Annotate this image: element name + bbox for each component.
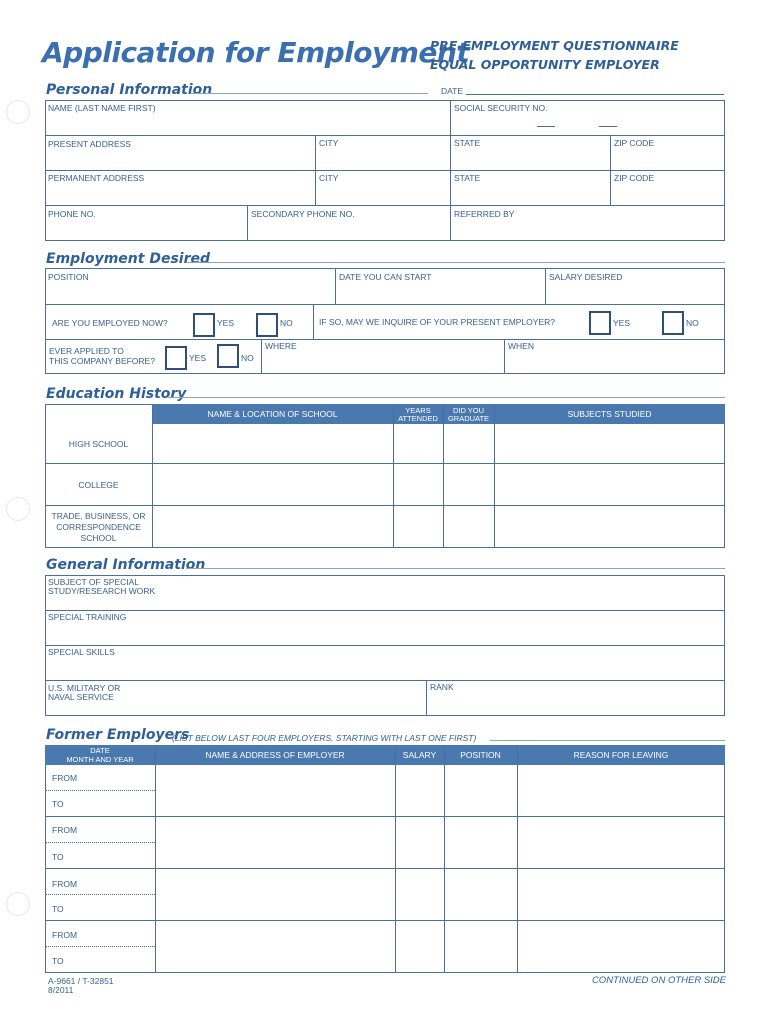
secondary-phone-field[interactable]: SECONDARY PHONE NO. <box>251 209 355 219</box>
permanent-state-field[interactable]: STATE <box>454 173 481 183</box>
section-employment-title: Employment Desired <box>46 251 211 267</box>
present-address-field[interactable]: PRESENT ADDRESS <box>48 139 131 149</box>
where-field[interactable]: WHERE <box>265 341 297 351</box>
position-field[interactable]: POSITION <box>48 272 89 282</box>
education-row-trade-2: CORRESPONDENCE <box>56 522 141 532</box>
employer4-to[interactable]: TO <box>52 956 64 966</box>
referred-by-field[interactable]: REFERRED BY <box>454 209 515 219</box>
binder-hole-top <box>6 100 30 124</box>
binder-hole-middle <box>6 497 30 521</box>
education-row-trade-3: SCHOOL <box>80 533 117 543</box>
employer4-from[interactable]: FROM <box>52 930 78 940</box>
employer2-to[interactable]: TO <box>52 852 64 862</box>
section-education-title: Education History <box>46 386 187 402</box>
former-instruction: (LIST BELOW LAST FOUR EMPLOYERS, STARTING WITH LAST ONE FIRST) <box>172 733 477 743</box>
form-title: Application for Employment <box>42 36 470 69</box>
when-field[interactable]: WHEN <box>508 341 534 351</box>
form-number: A-9661 / T-32851 <box>48 976 114 986</box>
permanent-address-field[interactable]: PERMANENT ADDRESS <box>48 173 145 183</box>
military-label-1[interactable]: U.S. MILITARY OR <box>48 683 121 693</box>
inquire-label: IF SO, MAY WE INQUIRE OF YOUR PRESENT EMPLOYER? <box>319 317 555 327</box>
education-row-high-school: HIGH SCHOOL <box>68 439 129 449</box>
form-subtitle-2: EQUAL OPPORTUNITY EMPLOYER <box>430 57 660 72</box>
education-col-years-2: ATTENDED <box>398 414 438 423</box>
present-state-field[interactable]: STATE <box>454 138 481 148</box>
employer2-from[interactable]: FROM <box>52 825 78 835</box>
date-field[interactable] <box>466 94 724 95</box>
start-date-field[interactable]: DATE YOU CAN START <box>339 272 432 282</box>
special-study-label-2[interactable]: STUDY/RESEARCH WORK <box>48 586 156 596</box>
section-former-title: Former Employers <box>46 727 190 743</box>
applied-no-checkbox[interactable] <box>217 344 239 368</box>
former-col-date-1: DATE <box>90 746 110 755</box>
former-col-salary: SALARY <box>402 750 437 760</box>
education-col-grad-1: DID YOU <box>452 406 485 415</box>
employer1-from[interactable]: FROM <box>52 773 78 783</box>
employed-yes-checkbox[interactable] <box>193 313 215 337</box>
employed-now-label: ARE YOU EMPLOYED NOW? <box>52 318 168 328</box>
form-subtitle-1: PRE-EMPLOYMENT QUESTIONNAIRE <box>430 38 679 53</box>
employed-no-label: NO <box>280 318 293 328</box>
section-personal-rule <box>190 93 428 94</box>
applied-yes-checkbox[interactable] <box>165 346 187 370</box>
section-employment-rule <box>186 262 725 263</box>
ssn-dash-1 <box>537 126 555 127</box>
rank-field[interactable]: RANK <box>430 682 454 692</box>
education-col-grad-2: GRADUATE <box>447 414 490 423</box>
special-study-label-1[interactable]: SUBJECT OF SPECIAL <box>48 577 140 587</box>
section-education-rule <box>168 397 725 398</box>
employer3-from[interactable]: FROM <box>52 879 78 889</box>
salary-desired-field[interactable]: SALARY DESIRED <box>549 272 623 282</box>
applied-no-label: NO <box>241 353 254 363</box>
present-zip-field[interactable]: ZIP CODE <box>614 138 654 148</box>
name-field[interactable]: NAME (LAST NAME FIRST) <box>48 103 156 113</box>
applied-before-label-1: EVER APPLIED TO <box>49 346 124 356</box>
former-col-name: NAME & ADDRESS OF EMPLOYER <box>205 750 345 760</box>
section-general-rule <box>186 568 725 569</box>
education-row-college: COLLEGE <box>78 480 119 490</box>
section-former-rule <box>490 740 725 741</box>
education-row-trade-1: TRADE, BUSINESS, OR <box>51 511 146 521</box>
ssn-field[interactable]: SOCIAL SECURITY NO. <box>454 103 548 113</box>
education-col-name: NAME & LOCATION OF SCHOOL <box>207 409 338 419</box>
inquire-yes-checkbox[interactable] <box>589 311 611 335</box>
binder-hole-bottom <box>6 892 30 916</box>
applied-before-label-2: THIS COMPANY BEFORE? <box>49 356 155 366</box>
education-col-subjects: SUBJECTS STUDIED <box>567 409 652 419</box>
former-col-date-2: MONTH AND YEAR <box>66 755 134 764</box>
former-col-position: POSITION <box>460 750 501 760</box>
education-col-years-1: YEARS <box>405 406 431 415</box>
date-label: DATE <box>441 86 464 96</box>
ssn-dash-2 <box>599 126 617 127</box>
employer1-to[interactable]: TO <box>52 799 64 809</box>
special-skills-field[interactable]: SPECIAL SKILLS <box>48 647 115 657</box>
continued-note: CONTINUED ON OTHER SIDE <box>591 975 726 986</box>
military-label-2[interactable]: NAVAL SERVICE <box>48 692 114 702</box>
inquire-no-label: NO <box>686 318 699 328</box>
permanent-zip-field[interactable]: ZIP CODE <box>614 173 654 183</box>
former-employers-grid <box>45 745 725 973</box>
phone-field[interactable]: PHONE NO. <box>48 209 96 219</box>
former-col-reason: REASON FOR LEAVING <box>573 750 669 760</box>
employed-no-checkbox[interactable] <box>256 313 278 337</box>
section-personal-title: Personal Information <box>46 82 213 98</box>
inquire-yes-label: YES <box>613 318 631 328</box>
permanent-city-field[interactable]: CITY <box>319 173 339 183</box>
form-date: 8/2011 <box>48 985 74 995</box>
employed-yes-label: YES <box>217 318 235 328</box>
special-training-field[interactable]: SPECIAL TRAINING <box>48 612 127 622</box>
applied-yes-label: YES <box>189 353 207 363</box>
section-general-title: General Information <box>46 557 206 573</box>
inquire-no-checkbox[interactable] <box>662 311 684 335</box>
employer3-to[interactable]: TO <box>52 904 64 914</box>
present-city-field[interactable]: CITY <box>319 138 339 148</box>
